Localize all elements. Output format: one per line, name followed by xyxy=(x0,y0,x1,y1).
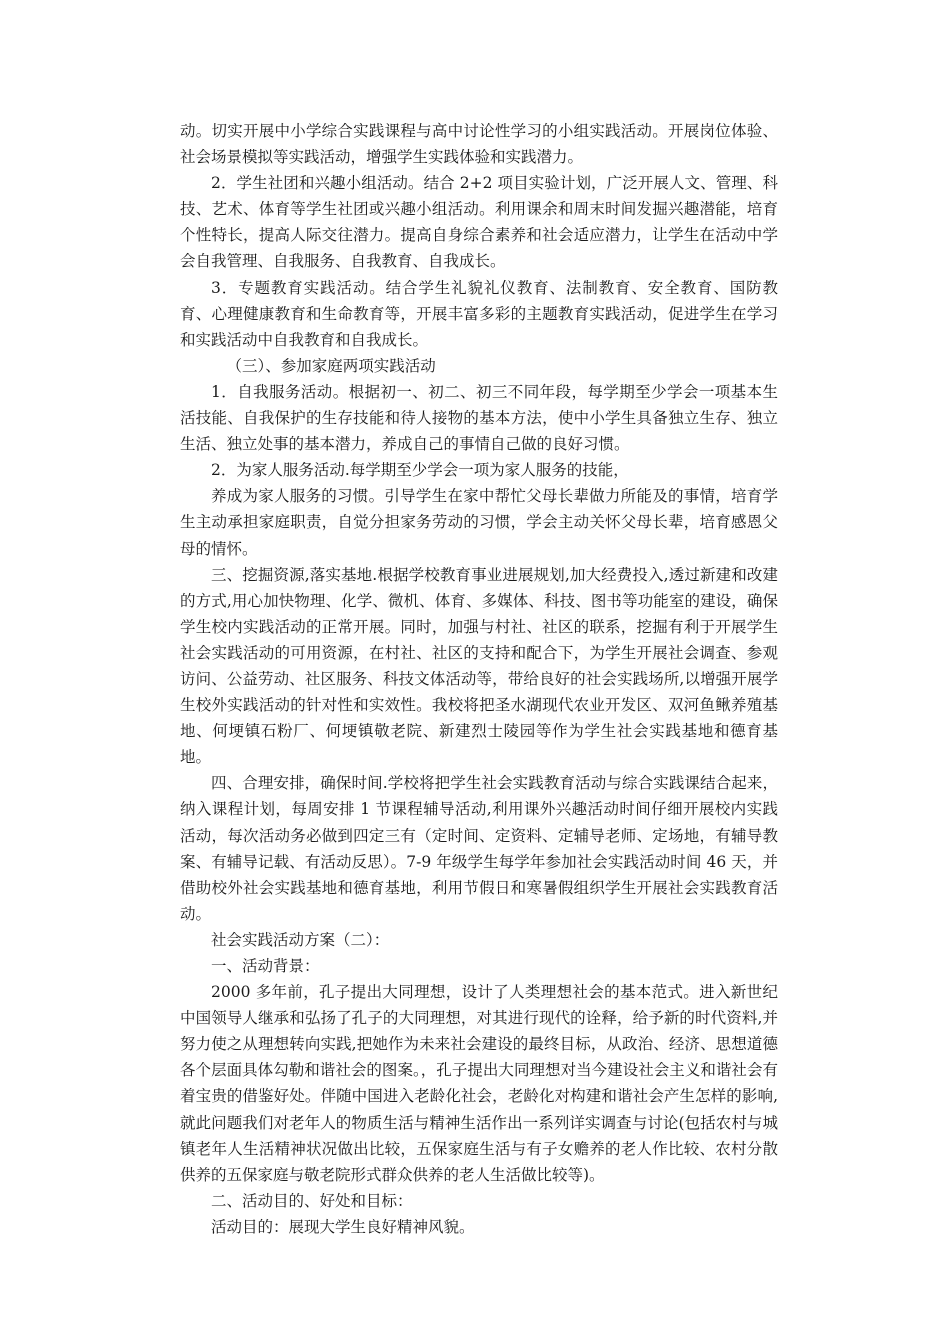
section-heading-family-activities: （三）、参加家庭两项实践活动 xyxy=(226,356,436,375)
paragraph-family-service: 2．为家人服务活动.每学期至少学会一项为家人服务的技能， xyxy=(211,461,629,480)
heading-plan-two: 社会实践活动方案（二）： xyxy=(211,930,390,949)
heading-activity-background: 一、活动背景： xyxy=(211,957,320,975)
paragraph-student-clubs: 2．学生社团和兴趣小组活动。结合 2+2 项目实验计划，广泛开展人文、管理、科技、艺术、体育等学生社团或兴趣小组活动。利用课余和周末时间发掘兴趣潜能，培育个性特长，提高人际交往潜力。提高自身综合素养和社会适应潜力，让学生在活动中学会自我管理、自我服务、自我教育、自我成长。 xyxy=(180,174,778,271)
paragraph-continuation: 动。切实开展中小学综合实践课程与高中讨论性学习的小组实践活动。开展岗位体验、社会场景模拟等实践活动，增强学生实践体验和实践潜力。 xyxy=(180,122,778,167)
paragraph-schedule: 四、合理安排，确保时间.学校将把学生社会实践教育活动与综合实践课结合起来，纳入课程计划，每周安排 1 节课程辅导活动,利用课外兴趣活动时间仔细开展校内实践活动，每次活动务必做到四定三有（定时间、定资料、定辅导老师、定场地，有辅导教案、有辅导记载、有活动反思）。7-9 年级学生每学年参加社会实践活动时间 46 天，并借助校外社会实践基地和德育基地，利用节假日和寒暑假组织学生开展社会实践教育活动。 xyxy=(180,774,778,923)
paragraph-family-service-continued: 养成为家人服务的习惯。引导学生在家中帮忙父母长辈做力所能及的事情，培育学生主动承担家庭职责，自觉分担家务劳动的习惯，学会主动关怀父母长辈，培育感恩父母的情怀。 xyxy=(180,487,778,558)
paragraph-resources-bases: 三、挖掘资源,落实基地.根据学校教育事业进展规划,加大经费投入,透过新建和改建的方式,用心加快物理、化学、微机、体育、多媒体、科技、图书等功能室的建设，确保学生校内实践活动的正常开展。同时，加强与村社、社区的联系，挖掘有利于开展学生社会实践活动的可用资源，在村社、社区的支持和配合下，为学生开展社会调查、参观访问、公益劳动、社区服务、科技文体活动等，带给良好的社会实践场所,以增强开展学生校外实践活动的针对性和实效性。我校将把圣水湖现代农业开发区、双河鱼鳅养殖基地、何埂镇石粉厂、何埂镇敬老院、新建烈士陵园等作为学生社会实践基地和德育基地。 xyxy=(180,565,778,767)
document-body xyxy=(180,118,778,1240)
paragraph-topic-education: 3．专题教育实践活动。结合学生礼貌礼仪教育、法制教育、安全教育、国防教育、心理健康教育和生命教育等，开展丰富多彩的主题教育实践活动，促进学生在学习和实践活动中自我教育和自我成长。 xyxy=(180,278,778,349)
paragraph-self-service: 1．自我服务活动。根据初一、初二、初三不同年段，每学期至少学会一项基本生活技能、自我保护的生存技能和待人接物的基本方法，使中小学生具备独立生存、独立生活、独立处事的基本潜力，养成自己的事情自己做的良好习惯。 xyxy=(180,382,778,454)
paragraph-background: 2000 多年前，孔子提出大同理想，设计了人类理想社会的基本范式。进入新世纪中国领导人继承和弘扬了孔子的大同理想，对其进行现代的诠释，给予新的时代资料,并努力使之从理想转向实践,把她作为未来社会建设的最终目标，从政治、经济、思想道德各个层面具体勾勒和谐社会的图案。，孔子提出大同理想对当今建设社会主义和谐社会有着宝贵的借鉴好处。伴随中国进入老龄化社会，老龄化对构建和谐社会产生怎样的影响,就此问题我们对老年人的物质生活与精神生活作出一系列详实调查与讨论(包括农村与城镇老年人生活精神状况做出比较，五保家庭生活与有子女赡养的老人作比较、农村分散供养的五保家庭与敬老院形式群众供养的老人生活做比较等)。 xyxy=(180,983,778,1184)
paragraph-activity-purpose: 活动目的：展现大学生良好精神风貌。 xyxy=(211,1217,475,1236)
heading-activity-purpose: 二、活动目的、好处和目标： xyxy=(211,1191,413,1210)
